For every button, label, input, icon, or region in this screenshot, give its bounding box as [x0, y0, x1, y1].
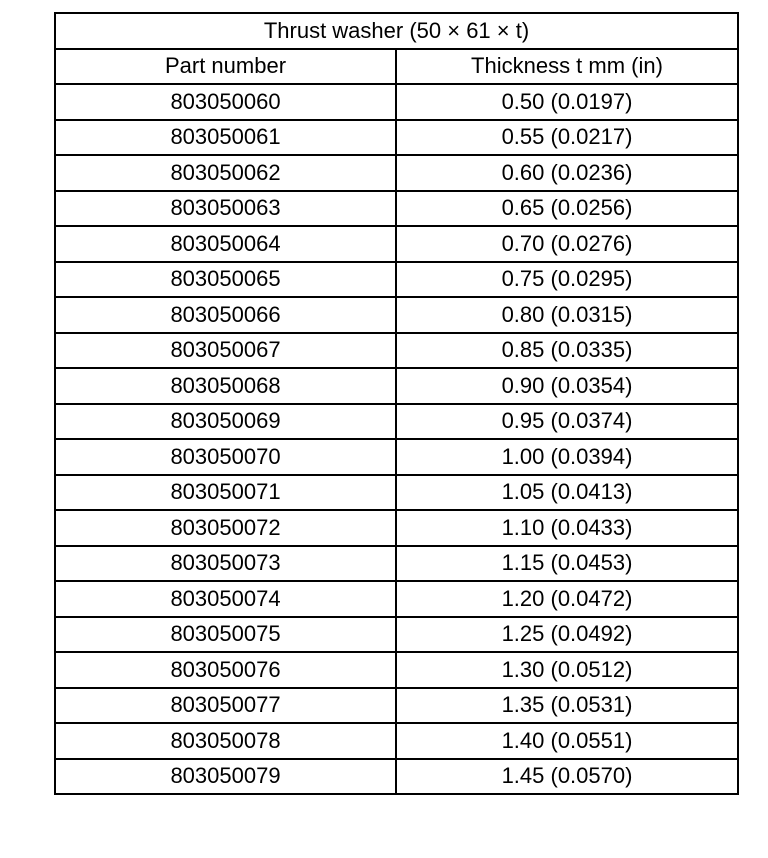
table-row: [55, 439, 738, 475]
part-number-cell: 803050073: [55, 546, 396, 582]
table-row: [55, 368, 738, 404]
part-number-cell: 803050069: [55, 404, 396, 440]
part-number-cell: 803050062: [55, 155, 396, 191]
table-row: [55, 155, 738, 191]
thickness-cell: 1.45 (0.0570): [396, 759, 738, 795]
thickness-cell: 1.20 (0.0472): [396, 581, 738, 617]
table-body: [55, 84, 738, 794]
part-number-cell: 803050063: [55, 191, 396, 227]
part-number-cell: 803050067: [55, 333, 396, 369]
part-number-cell: 803050074: [55, 581, 396, 617]
thickness-cell: 1.40 (0.0551): [396, 723, 738, 759]
table-title-row: [55, 13, 738, 49]
thickness-cell: 1.30 (0.0512): [396, 652, 738, 688]
part-number-cell: 803050076: [55, 652, 396, 688]
table-row: [55, 226, 738, 262]
thickness-cell: 0.50 (0.0197): [396, 84, 738, 120]
part-number-cell: 803050072: [55, 510, 396, 546]
header-part-number: Part number: [55, 49, 396, 85]
part-number-cell: 803050065: [55, 262, 396, 298]
thickness-cell: 1.15 (0.0453): [396, 546, 738, 582]
part-number-cell: 803050077: [55, 688, 396, 724]
part-number-cell: 803050061: [55, 120, 396, 156]
thickness-cell: 0.75 (0.0295): [396, 262, 738, 298]
part-number-cell: 803050066: [55, 297, 396, 333]
part-number-cell: 803050079: [55, 759, 396, 795]
table-row: [55, 333, 738, 369]
thickness-cell: 0.65 (0.0256): [396, 191, 738, 227]
part-number-cell: 803050070: [55, 439, 396, 475]
thickness-cell: 0.85 (0.0335): [396, 333, 738, 369]
table-row: [55, 617, 738, 653]
table-row: [55, 120, 738, 156]
thickness-cell: 1.10 (0.0433): [396, 510, 738, 546]
thickness-cell: 0.55 (0.0217): [396, 120, 738, 156]
table-header-row: [55, 49, 738, 85]
table-row: [55, 262, 738, 298]
table-row: [55, 510, 738, 546]
thrust-washer-table: [54, 12, 739, 795]
part-number-cell: 803050064: [55, 226, 396, 262]
table-row: [55, 297, 738, 333]
table-row: [55, 404, 738, 440]
table-row: [55, 84, 738, 120]
thickness-cell: 1.00 (0.0394): [396, 439, 738, 475]
part-number-cell: 803050060: [55, 84, 396, 120]
part-number-cell: 803050075: [55, 617, 396, 653]
part-number-cell: 803050071: [55, 475, 396, 511]
table-row: [55, 475, 738, 511]
thickness-cell: 0.80 (0.0315): [396, 297, 738, 333]
thickness-cell: 0.70 (0.0276): [396, 226, 738, 262]
thickness-cell: 1.25 (0.0492): [396, 617, 738, 653]
part-number-cell: 803050078: [55, 723, 396, 759]
thickness-cell: 1.05 (0.0413): [396, 475, 738, 511]
table-row: [55, 546, 738, 582]
table-row: [55, 723, 738, 759]
thickness-cell: 0.60 (0.0236): [396, 155, 738, 191]
table-title: Thrust washer (50 × 61 × t): [55, 13, 738, 49]
table-row: [55, 652, 738, 688]
table-row: [55, 581, 738, 617]
table-row: [55, 191, 738, 227]
table-row: [55, 759, 738, 795]
thickness-cell: 0.90 (0.0354): [396, 368, 738, 404]
thickness-cell: 0.95 (0.0374): [396, 404, 738, 440]
header-thickness: Thickness t mm (in): [396, 49, 738, 85]
part-number-cell: 803050068: [55, 368, 396, 404]
table-row: [55, 688, 738, 724]
thickness-cell: 1.35 (0.0531): [396, 688, 738, 724]
